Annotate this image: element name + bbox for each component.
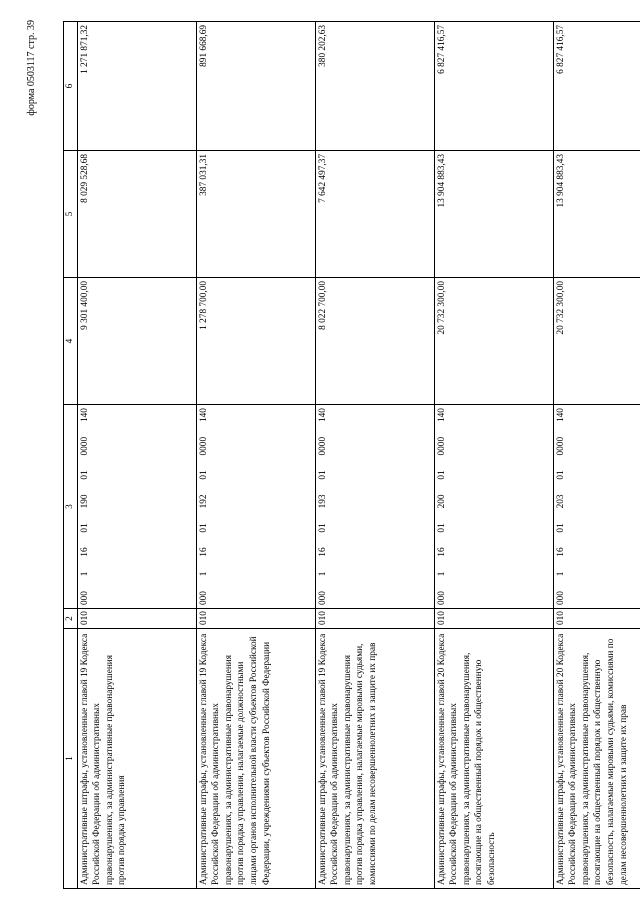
budget-code-part: 000 bbox=[317, 591, 328, 605]
approved-amount-cell: 1 278 700,00 bbox=[196, 278, 315, 405]
unexecuted-amount-cell: 6 827 416,57 bbox=[434, 22, 553, 151]
approved-amount-cell: 8 022 700,00 bbox=[315, 278, 434, 405]
column-header: 2 bbox=[64, 609, 78, 629]
form-label: форма 0503117 стр. 39 bbox=[26, 20, 37, 116]
line-code-cell: 010 bbox=[196, 609, 315, 629]
report-table bbox=[63, 21, 640, 889]
budget-code-part: 01 bbox=[436, 523, 447, 533]
budget-code-part: 140 bbox=[198, 408, 209, 423]
budget-code-part: 1 bbox=[436, 571, 447, 577]
column-header: 6 bbox=[64, 22, 78, 151]
budget-code-part: 140 bbox=[436, 408, 447, 423]
budget-code-part: 000 bbox=[555, 591, 566, 605]
budget-code-part: 16 bbox=[555, 547, 566, 557]
budget-code-part: 000 bbox=[79, 591, 90, 605]
table-row bbox=[315, 22, 434, 889]
line-code-cell: 010 bbox=[553, 609, 640, 629]
budget-code-part: 01 bbox=[436, 470, 447, 480]
budget-code-part: 16 bbox=[317, 547, 328, 557]
report-table-rotated bbox=[63, 22, 629, 889]
budget-code-part: 0000 bbox=[436, 436, 447, 456]
budget-code-part: 16 bbox=[79, 547, 90, 557]
budget-code-parts bbox=[555, 408, 568, 605]
report-table-container bbox=[63, 22, 629, 889]
budget-code-part: 01 bbox=[198, 523, 209, 533]
approved-amount-cell: 20 732 300,00 bbox=[434, 278, 553, 405]
budget-classification-code-cell bbox=[553, 405, 640, 609]
table-row bbox=[434, 22, 553, 889]
page-header bbox=[25, 20, 39, 380]
indicator-name-cell: Административные штрафы, установленные главой 20 Кодекса Российской Федерации об административных правонарушениях, за административные правонарушения, посягающие на общественный порядок и общественную безопасность, налагаемые мировыми судьями, комиссиями по делам несовершеннолетних и защите их прав bbox=[553, 629, 640, 889]
budget-code-part: 140 bbox=[317, 408, 328, 423]
budget-code-part: 01 bbox=[317, 470, 328, 480]
budget-classification-code-cell bbox=[315, 405, 434, 609]
budget-code-part: 01 bbox=[79, 470, 90, 480]
budget-code-part: 0000 bbox=[79, 436, 90, 456]
budget-code-part: 0000 bbox=[317, 436, 328, 456]
unexecuted-amount-cell: 380 202,63 bbox=[315, 22, 434, 151]
budget-code-parts bbox=[317, 408, 330, 605]
budget-code-part: 01 bbox=[555, 470, 566, 480]
line-code-cell: 010 bbox=[77, 609, 196, 629]
budget-code-part: 1 bbox=[198, 571, 209, 577]
executed-amount-cell: 13 904 883,43 bbox=[553, 151, 640, 278]
executed-amount-cell: 8 029 528,68 bbox=[77, 151, 196, 278]
budget-code-part: 140 bbox=[555, 408, 566, 423]
budget-code-part: 0000 bbox=[555, 436, 566, 456]
column-header: 1 bbox=[64, 629, 78, 889]
line-code-cell: 010 bbox=[434, 609, 553, 629]
unexecuted-amount-cell: 1 271 871,32 bbox=[77, 22, 196, 151]
table-row bbox=[77, 22, 196, 889]
table-row bbox=[553, 22, 640, 889]
budget-code-part: 000 bbox=[436, 591, 447, 605]
budget-code-part: 140 bbox=[79, 408, 90, 423]
indicator-name-cell: Административные штрафы, установленные главой 20 Кодекса Российской Федерации об административных правонарушениях, за административные правонарушения, посягающие на общественный порядок и общественную безопасность bbox=[434, 629, 553, 889]
budget-code-part: 1 bbox=[555, 571, 566, 577]
budget-code-part: 000 bbox=[198, 591, 209, 605]
budget-code-part: 01 bbox=[317, 523, 328, 533]
budget-code-part: 1 bbox=[79, 571, 90, 577]
budget-classification-code-cell bbox=[77, 405, 196, 609]
column-header: 3 bbox=[64, 405, 78, 609]
column-header: 4 bbox=[64, 278, 78, 405]
budget-code-part: 16 bbox=[198, 547, 209, 557]
unexecuted-amount-cell: 891 668,69 bbox=[196, 22, 315, 151]
executed-amount-cell: 387 031,31 bbox=[196, 151, 315, 278]
budget-code-part: 193 bbox=[317, 494, 328, 509]
budget-code-part: 200 bbox=[436, 494, 447, 509]
table-body bbox=[77, 22, 640, 889]
column-header: 5 bbox=[64, 151, 78, 278]
budget-classification-code-cell bbox=[434, 405, 553, 609]
budget-classification-code-cell bbox=[196, 405, 315, 609]
indicator-name-cell: Административные штрафы, установленные главой 19 Кодекса Российской Федерации об административных правонарушениях, за административные правонарушения против порядка управления, налагаемые должностными лицами органов исполнительной власти субъектов Российской Федерации, учреждениями субъектов Российской Федерации bbox=[196, 629, 315, 889]
budget-code-parts bbox=[79, 408, 92, 605]
table-row bbox=[196, 22, 315, 889]
budget-code-part: 190 bbox=[79, 494, 90, 509]
budget-code-part: 01 bbox=[555, 523, 566, 533]
indicator-name-cell: Административные штрафы, установленные главой 19 Кодекса Российской Федерации об административных правонарушениях, за административные правонарушения против порядка управления, налагаемые мировыми судьями, комиссиями по делам несовершеннолетних и защите их прав bbox=[315, 629, 434, 889]
budget-code-part: 203 bbox=[555, 494, 566, 509]
budget-code-part: 01 bbox=[79, 523, 90, 533]
budget-code-part: 16 bbox=[436, 547, 447, 557]
approved-amount-cell: 9 301 400,00 bbox=[77, 278, 196, 405]
budget-code-parts bbox=[436, 408, 449, 605]
budget-code-part: 192 bbox=[198, 494, 209, 509]
executed-amount-cell: 7 642 497,37 bbox=[315, 151, 434, 278]
budget-code-part: 1 bbox=[317, 571, 328, 577]
budget-code-part: 0000 bbox=[198, 436, 209, 456]
budget-code-part: 01 bbox=[198, 470, 209, 480]
line-code-cell: 010 bbox=[315, 609, 434, 629]
budget-code-parts bbox=[198, 408, 211, 605]
column-number-row bbox=[64, 22, 78, 889]
unexecuted-amount-cell: 6 827 416,57 bbox=[553, 22, 640, 151]
approved-amount-cell: 20 732 300,00 bbox=[553, 278, 640, 405]
executed-amount-cell: 13 904 883,43 bbox=[434, 151, 553, 278]
indicator-name-cell: Административные штрафы, установленные главой 19 Кодекса Российской Федерации об административных правонарушениях, за административные правонарушения против порядка управления bbox=[77, 629, 196, 889]
